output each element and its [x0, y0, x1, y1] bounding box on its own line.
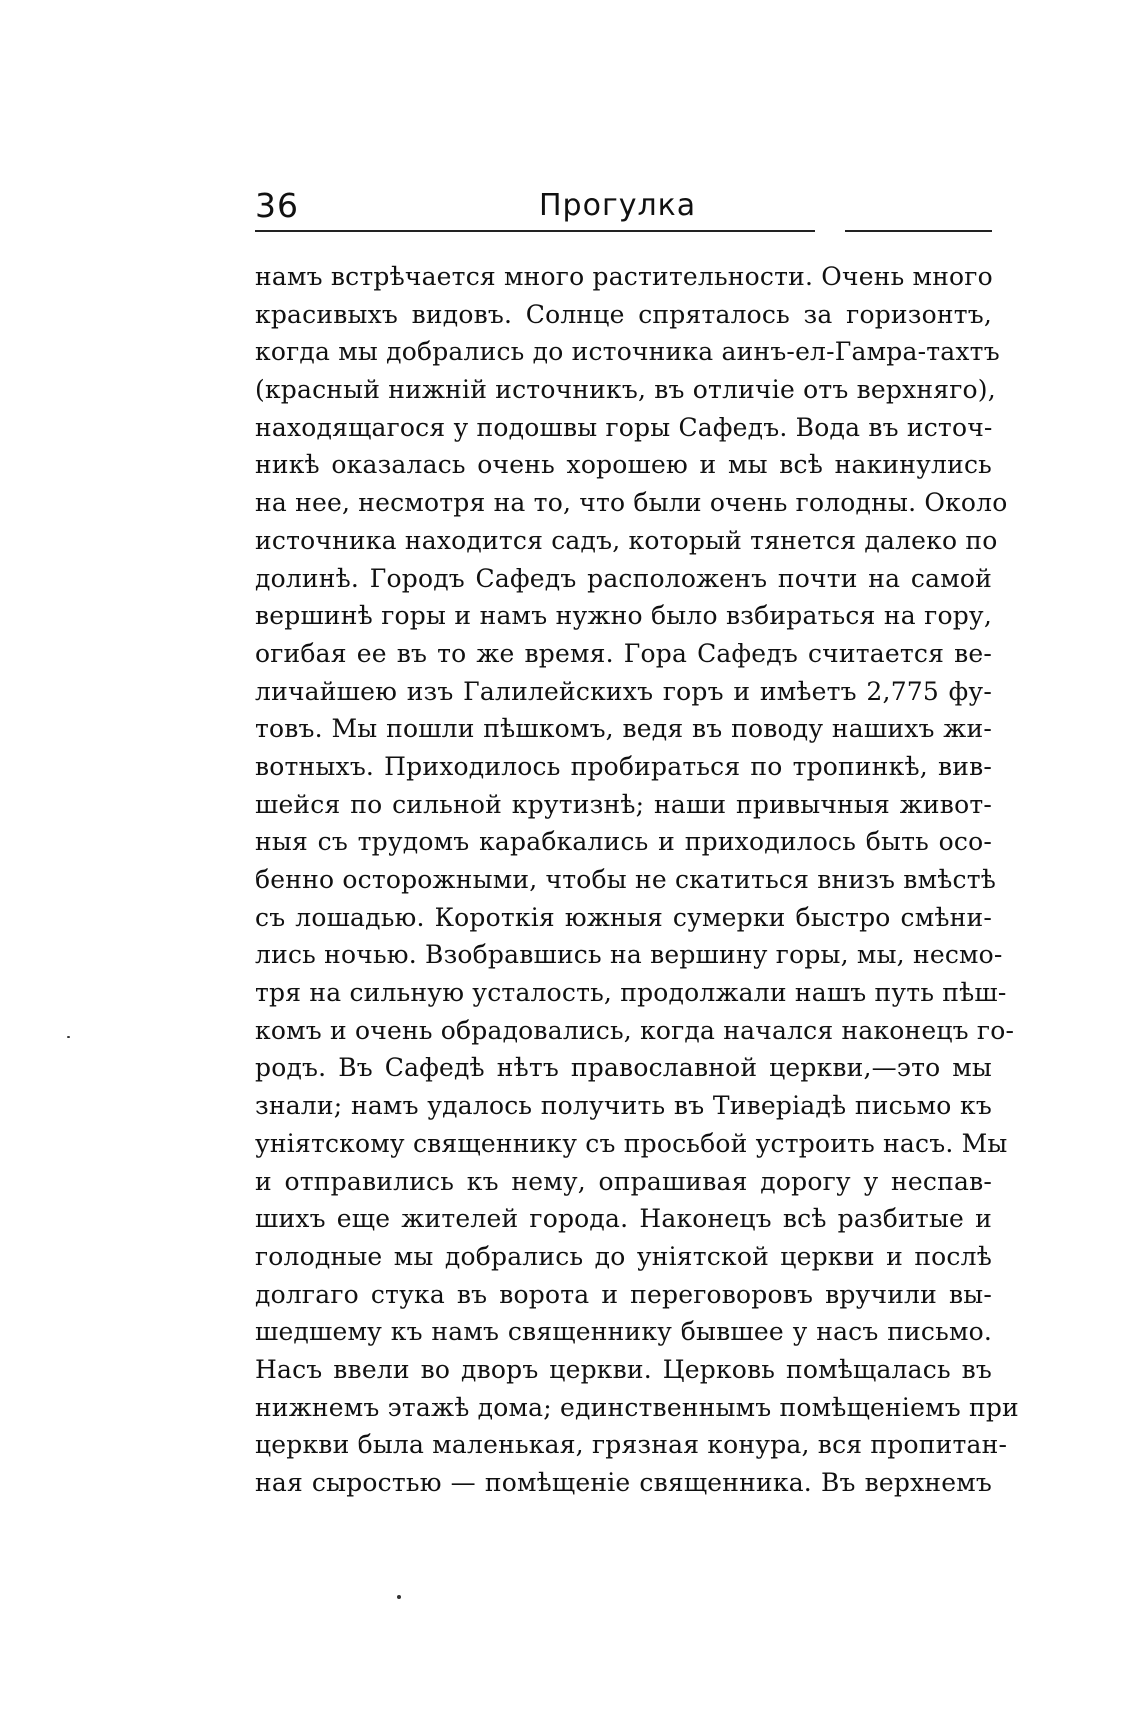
text-line: и отправились къ нему, опрашивая дорогу у неспав-: [255, 1166, 992, 1196]
text-line: уніятскому священнику съ просьбой устроить насъ. Мы: [255, 1128, 1008, 1158]
text-line: бенно осторожными, чтобы не скатиться внизъ вмѣстѣ: [255, 865, 997, 894]
print-speck: [67, 1036, 70, 1038]
text-line: лись ночью. Взобравшись на вершину горы, мы, несмо-: [255, 940, 1003, 970]
text-line: знали; намъ удалось получить въ Тиверіадѣ письмо къ: [255, 1091, 992, 1121]
text-line: шедшему къ намъ священнику бывшее у насъ письмо.: [255, 1317, 992, 1347]
text-line: личайшею изъ Галилейскихъ горъ и имѣетъ 2,775 фу-: [255, 676, 992, 706]
header-rule-gap: [815, 227, 845, 233]
print-speck: [397, 1595, 401, 1599]
text-line: нижнемъ этажѣ дома; единственнымъ помѣщеніемъ при: [255, 1392, 1019, 1422]
text-line: родъ. Въ Сафедѣ нѣтъ православной церкви,—это мы: [255, 1053, 992, 1083]
text-line: комъ и очень обрадовались, когда начался наконецъ го-: [255, 1015, 1015, 1045]
text-line: никѣ оказалась очень хорошею и мы всѣ накинулись: [255, 450, 992, 480]
text-line: долгаго стука въ ворота и переговоровъ вручили вы-: [255, 1279, 992, 1309]
text-line: церкви была маленькая, грязная конура, вся пропитан-: [255, 1430, 1008, 1460]
text-line: тря на сильную усталость, продолжали нашъ путь пѣш-: [255, 978, 1007, 1008]
text-line: ная сыростью — помѣщеніе священника. Въ верхнемъ: [255, 1468, 992, 1497]
text-line: съ лошадью. Короткія южныя сумерки быстро смѣни-: [255, 902, 992, 932]
text-line: товъ. Мы пошли пѣшкомъ, ведя въ поводу нашихъ жи-: [255, 714, 992, 744]
text-line: Насъ ввели во дворъ церкви. Церковь помѣщалась въ: [255, 1354, 992, 1384]
text-line: огибая ее въ то же время. Гора Сафедъ считается ве-: [255, 638, 992, 668]
text-line: шейся по сильной крутизнѣ; наши привычныя живот-: [255, 789, 992, 819]
text-line: намъ встрѣчается много растительности. Очень много: [255, 262, 993, 291]
text-line: ныя съ трудомъ карабкались и приходилось быть осо-: [255, 827, 992, 857]
text-line: голодные мы добрались до уніятской церкви и послѣ: [255, 1241, 992, 1271]
text-line: находящагося у подошвы горы Сафедъ. Вода въ источ-: [255, 412, 993, 442]
text-line: на нее, несмотря на то, что были очень голодны. Около: [255, 488, 1008, 518]
running-title: Прогулка: [539, 188, 697, 223]
page-header: [255, 186, 992, 230]
text-line: вотныхъ. Приходилось пробираться по тропинкѣ, вив-: [255, 751, 992, 781]
text-line: шихъ еще жителей города. Наконецъ всѣ разбитые и: [255, 1204, 992, 1234]
header-rule: [255, 230, 992, 232]
text-line: когда мы добрались до источника аинъ-ел-Гамра-тахтъ: [255, 337, 1000, 367]
text-line: вершинѣ горы и намъ нужно было взбираться на гору,: [255, 601, 992, 631]
text-line: источника находится садъ, который тянется далеко по: [255, 525, 998, 555]
page-number: 36: [255, 186, 299, 225]
text-line: (красный нижній источникъ, въ отличіе отъ верхняго),: [255, 375, 996, 405]
text-line: красивыхъ видовъ. Солнце спряталось за горизонтъ,: [255, 299, 992, 329]
text-line: долинѣ. Городъ Сафедъ расположенъ почти на самой: [255, 563, 992, 593]
body-text: [255, 258, 1019, 1502]
